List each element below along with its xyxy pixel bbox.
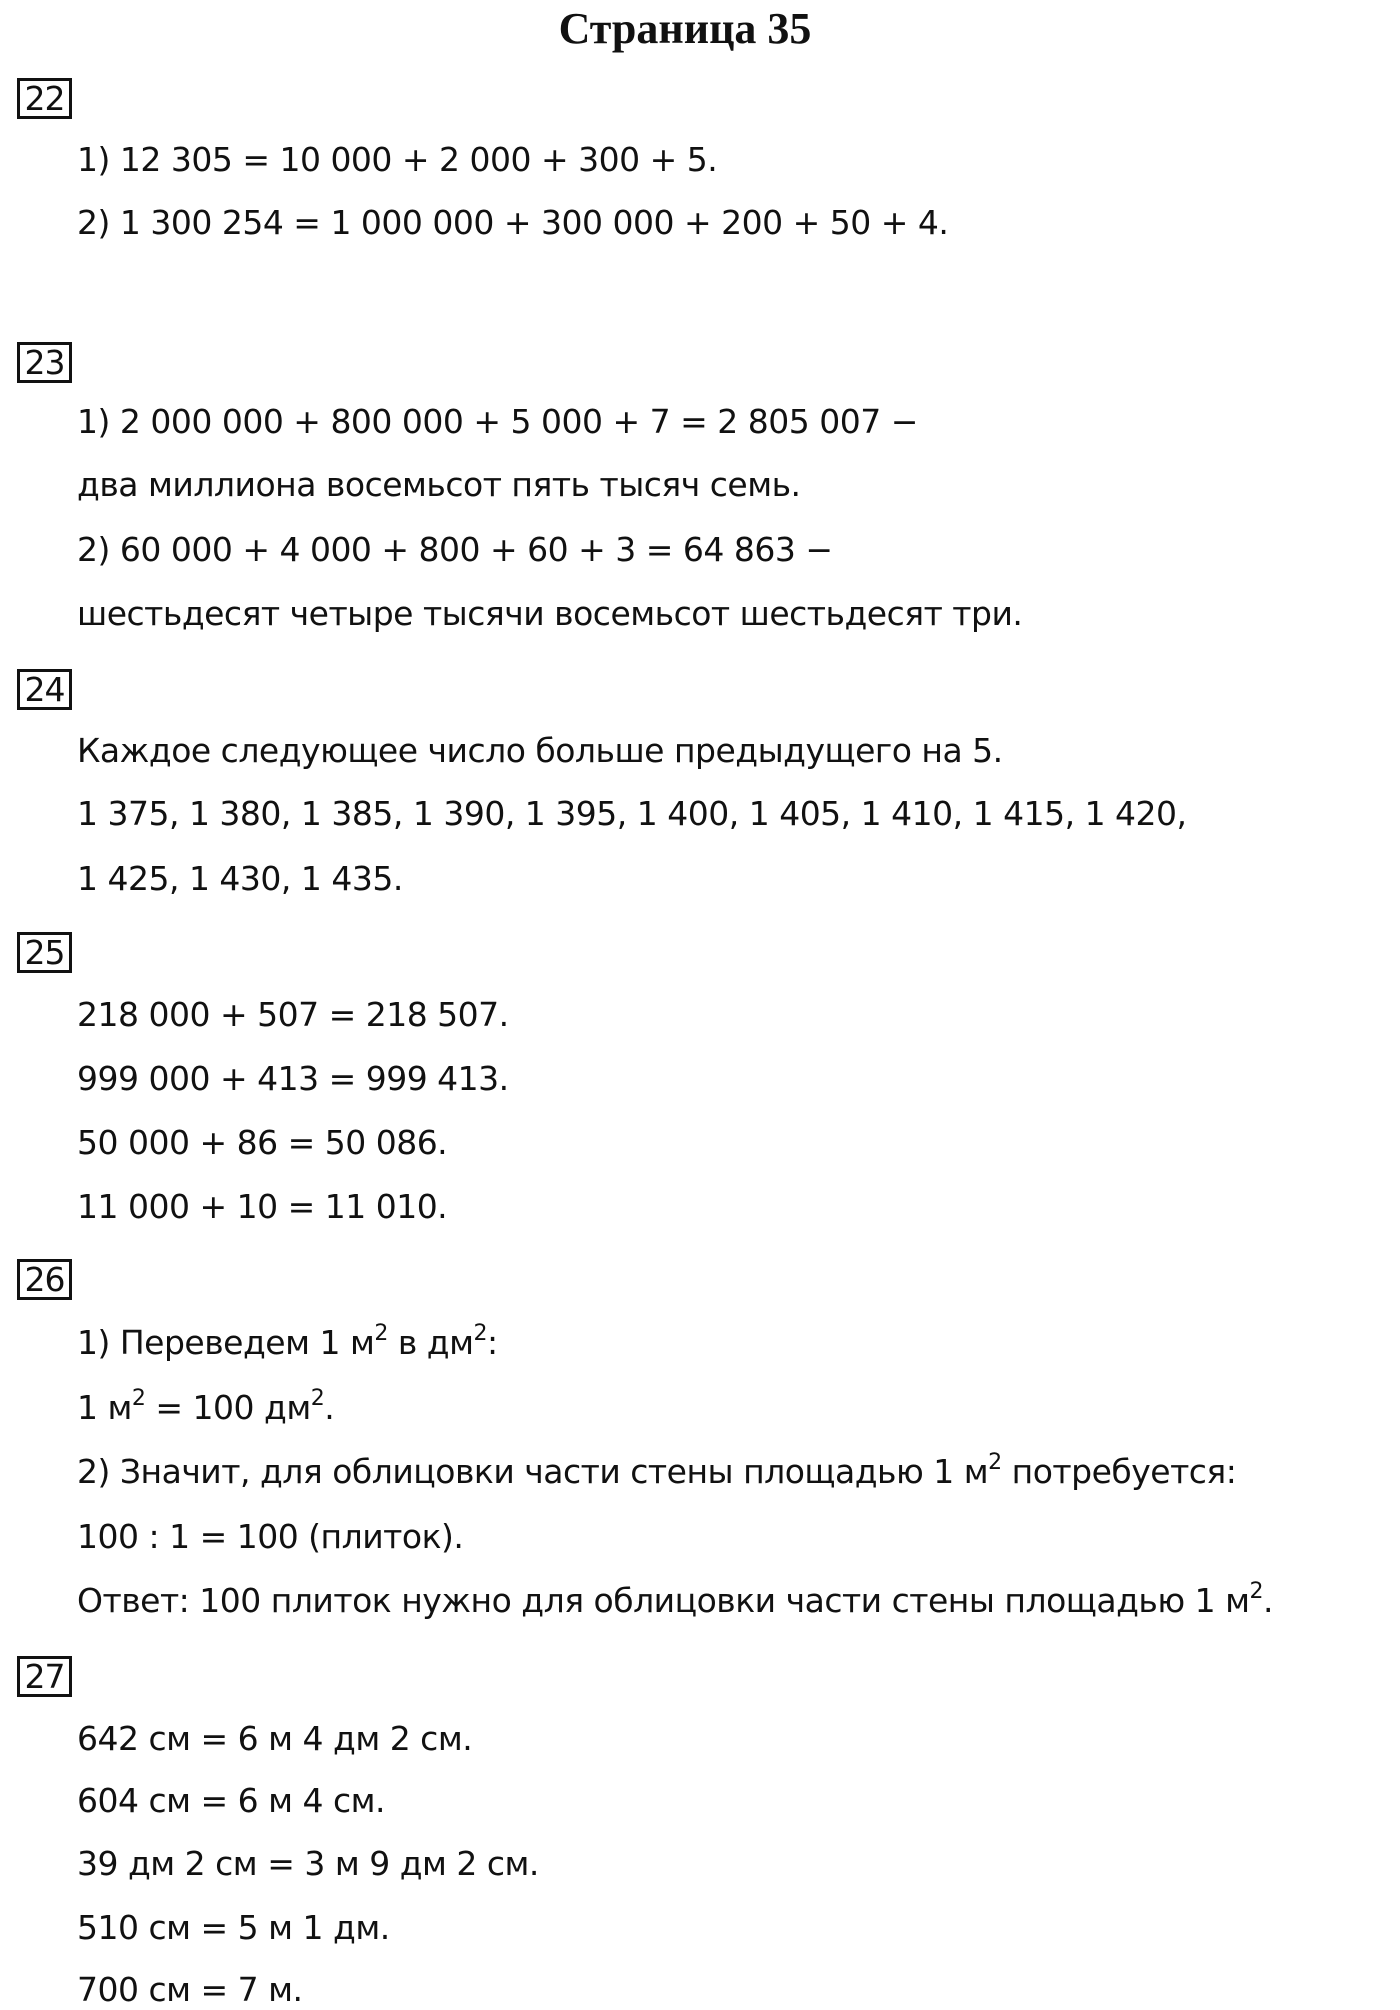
page-title: Страница 35 xyxy=(558,4,812,53)
text-run: : xyxy=(487,1323,498,1362)
task-26-line-4: 100 : 1 = 100 (плиток). xyxy=(77,1517,464,1556)
task-23-line-4: шестьдесят четыре тысячи восемьсот шестьдесят три. xyxy=(77,594,1023,633)
task-22-line-1: 1) 12 305 = 10 000 + 2 000 + 300 + 5. xyxy=(77,140,718,179)
superscript: 2 xyxy=(131,1386,146,1411)
task-23-line-1: 1) 2 000 000 + 800 000 + 5 000 + 7 = 2 805 007 − xyxy=(77,402,918,441)
task-27-line-1: 642 см = 6 м 4 дм 2 см. xyxy=(77,1719,473,1758)
task-24-line-2: 1 375, 1 380, 1 385, 1 390, 1 395, 1 400, 1 405, 1 410, 1 415, 1 420, xyxy=(77,794,1187,833)
task-25-line-2: 999 000 + 413 = 999 413. xyxy=(77,1059,509,1098)
task-26-line-3 xyxy=(77,1452,1236,1492)
task-26-line-1 xyxy=(77,1323,498,1363)
task-23-line-3: 2) 60 000 + 4 000 + 800 + 60 + 3 = 64 863 − xyxy=(77,530,833,569)
task-25-line-4: 11 000 + 10 = 11 010. xyxy=(77,1187,448,1226)
task-27-line-4: 510 см = 5 м 1 дм. xyxy=(77,1908,390,1947)
text-run: = 100 дм xyxy=(145,1388,311,1427)
task-24-line-1: Каждое следующее число больше предыдущего на 5. xyxy=(77,731,1003,770)
text-run: 1) Переведем 1 м xyxy=(77,1323,375,1362)
task-27-line-2: 604 см = 6 м 4 см. xyxy=(77,1781,386,1820)
task-27-line-3: 39 дм 2 см = 3 м 9 дм 2 см. xyxy=(77,1844,539,1883)
task-26-line-2 xyxy=(77,1388,334,1428)
text-run: 2) Значит, для облицовки части стены площадью 1 м xyxy=(77,1452,989,1491)
task-number-27: 27 xyxy=(17,1656,72,1697)
task-number-22: 22 xyxy=(17,78,72,119)
task-number-25: 25 xyxy=(17,932,72,973)
superscript: 2 xyxy=(988,1450,1002,1475)
superscript: 2 xyxy=(473,1321,488,1346)
task-number-26: 26 xyxy=(17,1259,72,1300)
text-run: потребуется: xyxy=(1001,1452,1237,1491)
task-25-line-1: 218 000 + 507 = 218 507. xyxy=(77,995,509,1034)
text-run: Ответ: 100 плиток нужно для облицовки части стены площадью 1 м xyxy=(77,1581,1250,1620)
superscript: 2 xyxy=(1249,1579,1263,1604)
task-25-line-3: 50 000 + 86 = 50 086. xyxy=(77,1123,448,1162)
task-23-line-2: два миллиона восемьсот пять тысяч семь. xyxy=(77,465,801,504)
task-24-line-3: 1 425, 1 430, 1 435. xyxy=(77,859,403,898)
text-run: 1 м xyxy=(77,1388,132,1427)
task-number-23: 23 xyxy=(17,342,72,383)
text-run: . xyxy=(1263,1581,1273,1620)
superscript: 2 xyxy=(374,1321,388,1346)
task-number-24: 24 xyxy=(17,669,72,710)
text-run: в дм xyxy=(387,1323,474,1362)
superscript: 2 xyxy=(310,1386,325,1411)
task-26-line-5 xyxy=(77,1581,1273,1621)
task-27-line-5: 700 см = 7 м. xyxy=(77,1970,303,2009)
text-run: . xyxy=(324,1388,335,1427)
task-22-line-2: 2) 1 300 254 = 1 000 000 + 300 000 + 200 + 50 + 4. xyxy=(77,203,949,242)
